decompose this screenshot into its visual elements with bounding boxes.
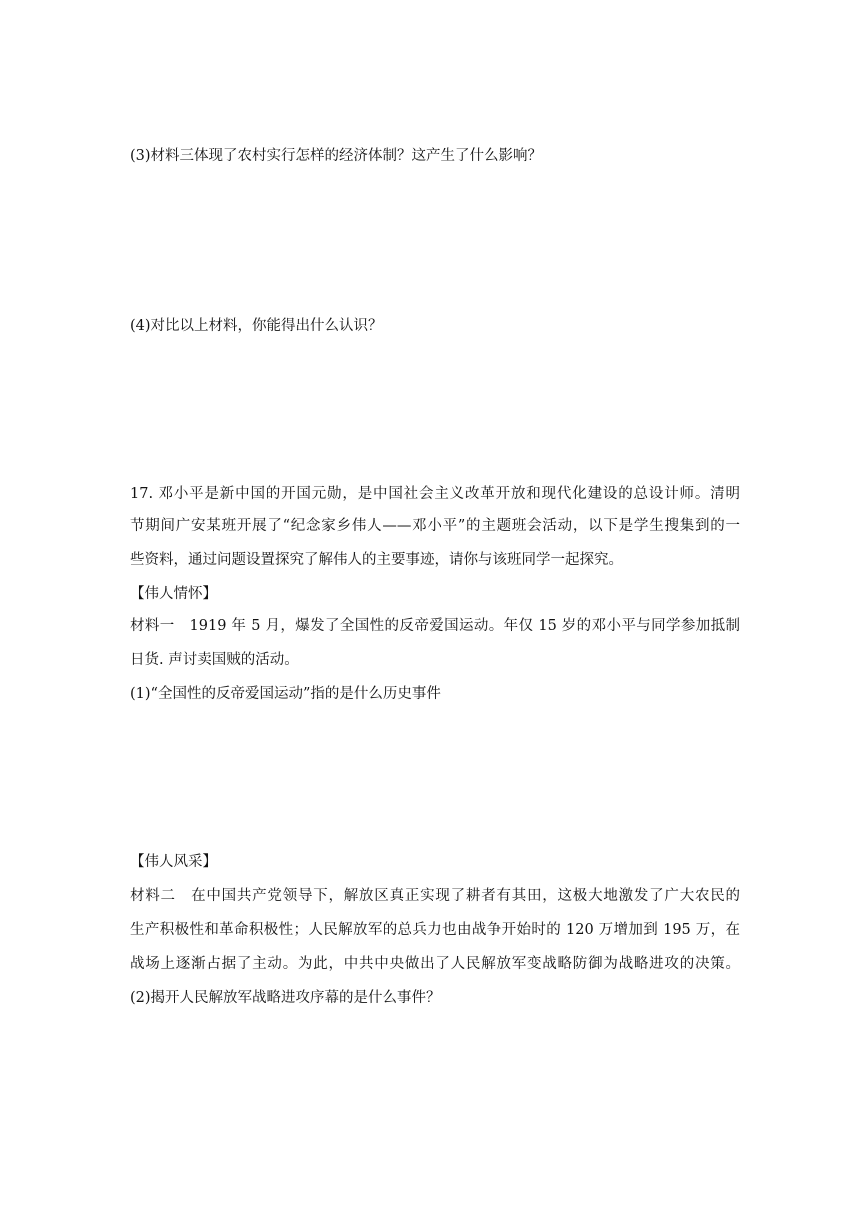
question-17-part-1: (1)“全国性的反帝爱国运动”指的是什么历史事件	[130, 686, 441, 702]
material-2-line-1: 材料二 在中国共产党领导下，解放区真正实现了耕者有其田，这极大地激发了广大农民的	[130, 888, 740, 904]
section-heading-great-man-style: 【伟人风采】	[130, 854, 217, 870]
material-2-line-2: 生产积极性和革命积极性；人民解放军的总兵力也由战争开始时的 120 万增加到 195 万，在	[130, 922, 740, 938]
question-16-part-3: (3)材料三体现了农村实行怎样的经济体制？这产生了什么影响？	[130, 148, 543, 164]
question-17-part-2: (2)揭开人民解放军战略进攻序幕的是什么事件？	[130, 990, 441, 1006]
material-2-line-3: 战场上逐渐占据了主动。为此，中共中央做出了人民解放军变战略防御为战略进攻的决策。	[130, 956, 740, 972]
section-heading-great-man-feelings: 【伟人情怀】	[130, 586, 217, 602]
question-17-stem-line-3: 些资料，通过问题设置探究了解伟人的主要事迹，请你与该班同学一起探究。	[130, 552, 623, 568]
question-17-stem-line-1: 17. 邓小平是新中国的开国元勋，是中国社会主义改革开放和现代化建设的总设计师。清明	[130, 486, 740, 502]
material-1-line-1: 材料一 1919 年 5 月，爆发了全国性的反帝爱国运动。年仅 15 岁的邓小平与同学参加抵制	[130, 618, 740, 634]
material-1-line-2: 日货. 声讨卖国贼的活动。	[130, 652, 299, 668]
question-16-part-4: (4)对比以上材料，你能得出什么认识？	[130, 318, 383, 334]
question-17-stem-line-2: 节期间广安某班开展了“纪念家乡伟人——邓小平”的主题班会活动，以下是学生搜集到的一	[130, 518, 740, 534]
